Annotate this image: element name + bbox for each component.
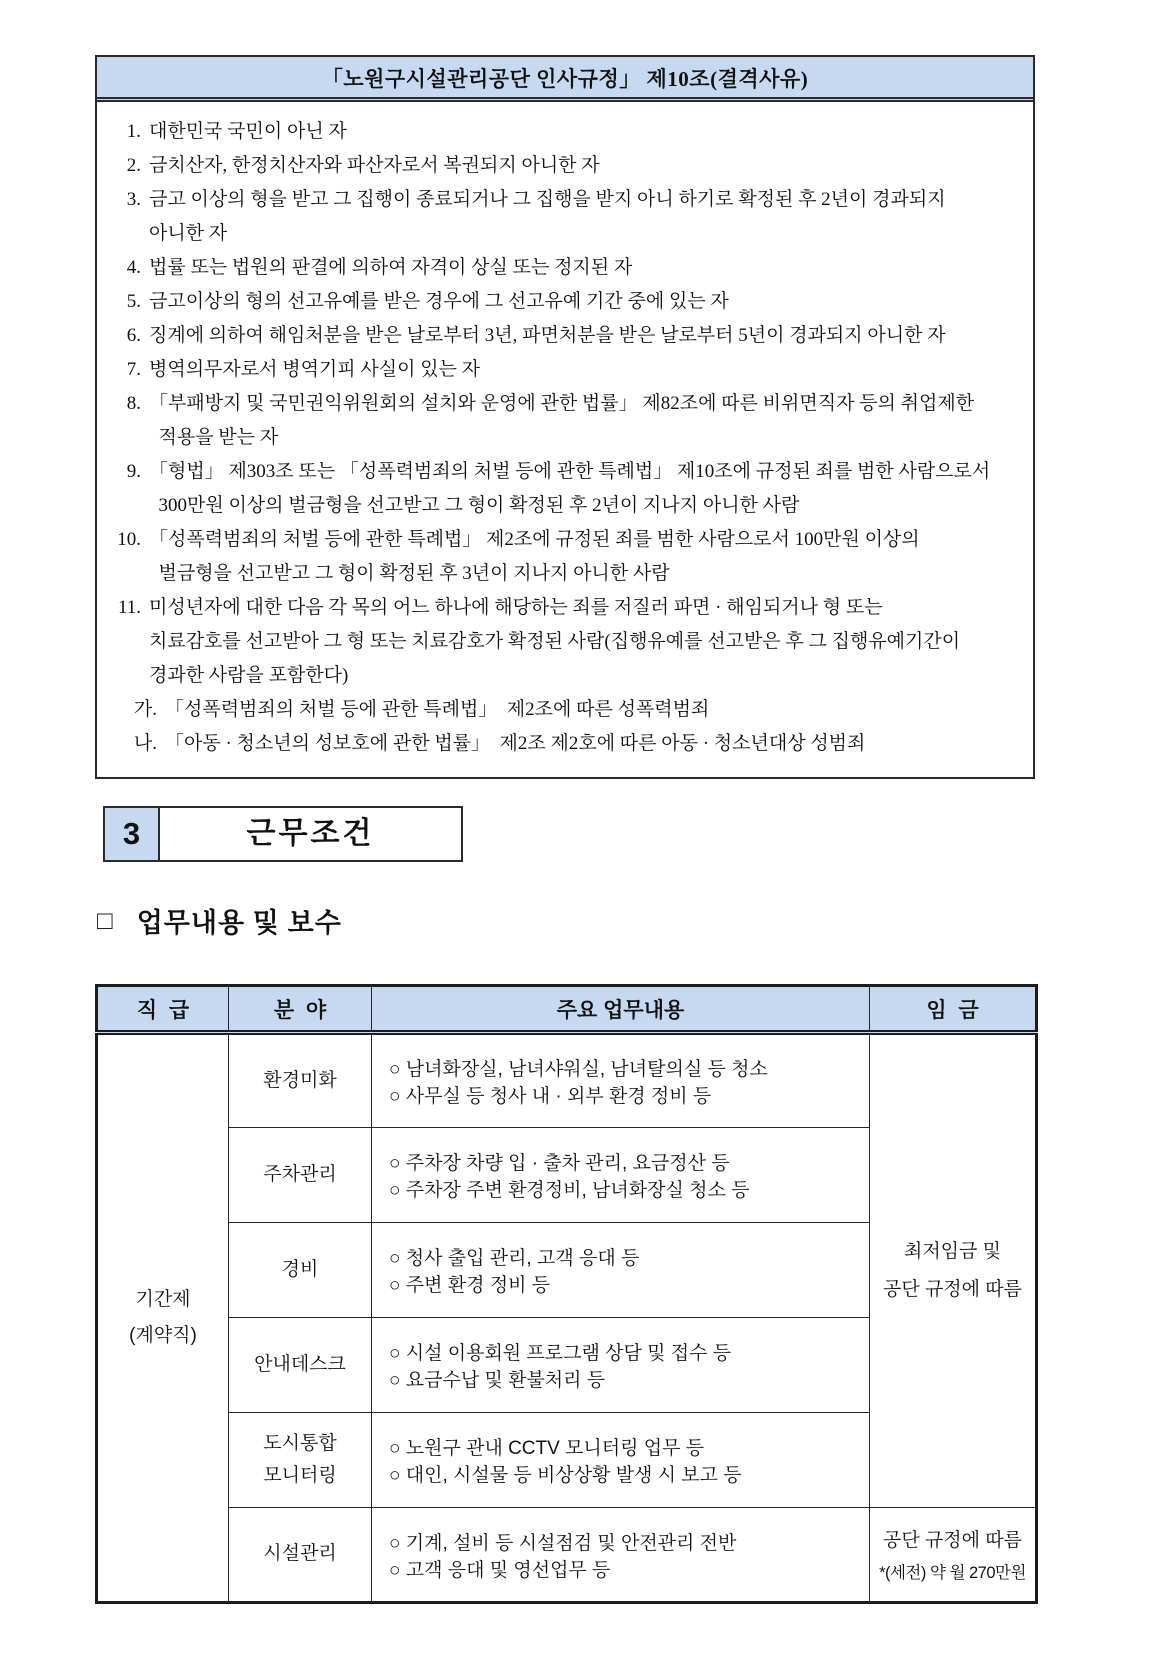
rule-item-first-line <box>105 455 1017 489</box>
rule-item-text: 경과한 사람을 포함한다) <box>149 665 349 686</box>
duties-list <box>372 1427 869 1493</box>
rule-item-first-line <box>105 523 1017 557</box>
rule-item-number: 2. <box>126 155 141 176</box>
duty-line: ○ 주차장 차량 입 · 출차 관리, 요금정산 등 <box>389 1153 730 1174</box>
disqualification-box-title: 「노원구시설관리공단 인사규정」 제10조(결격사유) <box>97 57 1033 102</box>
duties-list <box>372 1048 869 1114</box>
rule-item-first-line <box>105 183 1017 217</box>
duties-cell <box>372 1033 870 1128</box>
subsection-heading <box>97 901 342 940</box>
field-cell-line: 환경미화 <box>263 1069 337 1091</box>
col-header-wage: 임 금 <box>870 986 1037 1033</box>
field-cell-line: 시설관리 <box>263 1543 337 1565</box>
rule-item-number: 9. <box>126 461 141 482</box>
duty-line: ○ 남녀화장실, 남녀샤워실, 남녀탈의실 등 청소 <box>389 1059 768 1080</box>
rule-item-text: 벌금형을 선고받고 그 형이 확정된 후 3년이 지나지 아니한 사람 <box>149 563 670 584</box>
rule-item-number: 3. <box>126 189 141 210</box>
col-header-field: 분 야 <box>229 986 372 1033</box>
duties-cell <box>372 1413 870 1508</box>
rule-item-continuation-line <box>105 489 1017 523</box>
duties-list <box>372 1332 869 1398</box>
field-cell <box>229 1128 372 1223</box>
table-row <box>97 1033 1037 1128</box>
col-header-rank: 직 급 <box>97 986 229 1033</box>
square-bullet-icon: □ <box>97 905 113 935</box>
disqualification-box <box>95 55 1035 779</box>
rule-item-text: 「부패방지 및 국민권익위원회의 설치와 운영에 관한 법률」 제82조에 따른 비위면직자 등의 취업제한 <box>149 393 975 414</box>
rule-item-first-line <box>105 693 1017 727</box>
rule-item-number: 5. <box>126 291 141 312</box>
rule-item-text: 「형법」 제303조 또는 「성폭력범죄의 처벌 등에 관한 특례법」 제10조에 규정된 죄를 범한 사람으로서 <box>149 461 991 482</box>
col-header-duties: 주요 업무내용 <box>372 986 870 1033</box>
rule-item <box>105 319 1017 353</box>
rule-item <box>105 693 1017 727</box>
wage-cell-main-line: 최저임금 및 <box>903 1241 1002 1262</box>
rule-item <box>105 591 1017 693</box>
rule-item-continuation-line <box>105 625 1017 659</box>
rule-item-text: 치료감호를 선고받아 그 형 또는 치료감호가 확정된 사람(집행유예를 선고받은 후 그 집행유예기간이 <box>149 631 961 652</box>
rule-item-text: 「성폭력범죄의 처벌 등에 관한 특례법」 제2조에 규정된 죄를 범한 사람으로서 100만원 이상의 <box>149 529 920 550</box>
rule-item-first-line <box>105 353 1017 387</box>
rule-item-first-line <box>105 319 1017 353</box>
rule-item-first-line <box>105 387 1017 421</box>
rule-item-text: 「아동 · 청소년의 성보호에 관한 법률」 제2조 제2호에 따른 아동 · 청소년대상 성범죄 <box>165 733 866 754</box>
rule-item-text: 병역의무자로서 병역기피 사실이 있는 자 <box>149 359 481 380</box>
job-table-header-row <box>97 986 1037 1033</box>
rule-item-first-line <box>105 591 1017 625</box>
rank-cell <box>97 1033 229 1603</box>
rule-item-first-line <box>105 251 1017 285</box>
duty-line: ○ 주차장 주변 환경정비, 남녀화장실 청소 등 <box>389 1180 750 1201</box>
rule-item-number: 7. <box>126 359 141 380</box>
rule-item-text: 금고 이상의 형을 받고 그 집행이 종료되거나 그 집행을 받지 아니 하기로 확정된 후 2년이 경과되지 <box>149 189 946 210</box>
rule-item-continuation-line <box>105 217 1017 251</box>
rule-item-continuation-line <box>105 659 1017 693</box>
rule-item-text: 300만원 이상의 벌금형을 선고받고 그 형이 확정된 후 2년이 지나지 아니한 사람 <box>149 495 800 516</box>
rule-item-continuation-line <box>105 421 1017 455</box>
duty-line: ○ 대인, 시설물 등 비상상황 발생 시 보고 등 <box>389 1465 742 1486</box>
rule-item-text: 징계에 의하여 해임처분을 받은 날로부터 3년, 파면처분을 받은 날로부터 5년이 경과되지 아니한 자 <box>149 325 946 346</box>
rule-item-number: 10. <box>117 529 141 550</box>
duties-cell <box>372 1128 870 1223</box>
rule-item <box>105 353 1017 387</box>
field-cell <box>229 1413 372 1508</box>
rule-item <box>105 115 1017 149</box>
field-cell-line: 경비 <box>281 1258 319 1280</box>
wage-cell-last-line: 공단 규정에 따름 <box>882 1530 1023 1552</box>
duties-cell <box>372 1223 870 1318</box>
field-cell-line: 주차관리 <box>263 1163 337 1185</box>
rule-item-text: 금치산자, 한정치산자와 파산자로서 복권되지 아니한 자 <box>149 155 600 176</box>
subsection-title: 업무내용 및 보수 <box>136 908 342 938</box>
field-cell-line: 도시통합 <box>263 1432 337 1454</box>
duty-line: ○ 주변 환경 정비 등 <box>389 1275 551 1296</box>
rule-item-first-line <box>105 149 1017 183</box>
rank-cell-line: 기간제 <box>135 1288 191 1310</box>
wage-cell-main-line: 공단 규정에 따름 <box>882 1279 1023 1300</box>
section-title: 근무조건 <box>158 806 463 862</box>
rule-item-text: 금고이상의 형의 선고유예를 받은 경우에 그 선고유예 기간 중에 있는 자 <box>149 291 729 312</box>
rule-item-number: 8. <box>126 393 141 414</box>
duty-line: ○ 시설 이용회원 프로그램 상담 및 접수 등 <box>389 1343 732 1364</box>
rule-item-number: 6. <box>126 325 141 346</box>
field-cell <box>229 1223 372 1318</box>
field-cell <box>229 1318 372 1413</box>
rule-item <box>105 183 1017 251</box>
section-heading <box>103 806 463 862</box>
rule-item <box>105 387 1017 455</box>
rule-item-continuation-line <box>105 557 1017 591</box>
rule-item-text: 대한민국 국민이 아닌 자 <box>149 121 347 142</box>
rule-item-number: 4. <box>126 257 141 278</box>
rule-item-text: 적용을 받는 자 <box>149 427 279 448</box>
duty-line: ○ 청사 출입 관리, 고객 응대 등 <box>389 1248 640 1269</box>
rule-item <box>105 285 1017 319</box>
rank-cell-line: (계약직) <box>129 1325 197 1346</box>
duty-line: ○ 사무실 등 청사 내 · 외부 환경 정비 등 <box>389 1086 712 1107</box>
rule-item <box>105 251 1017 285</box>
wage-cell-last <box>870 1508 1037 1603</box>
rule-item <box>105 149 1017 183</box>
wage-cell-main <box>870 1033 1037 1508</box>
rule-item-text: 「성폭력범죄의 처벌 등에 관한 특례법」 제2조에 따른 성폭력범죄 <box>165 699 710 720</box>
duties-list <box>372 1522 869 1588</box>
rule-item-number: 가. <box>133 699 157 720</box>
job-table <box>95 984 1038 1604</box>
rule-item-text: 미성년자에 대한 다음 각 목의 어느 하나에 해당하는 죄를 저질러 파면 · 해임되거나 형 또는 <box>149 597 883 618</box>
field-cell-line: 안내데스크 <box>254 1353 346 1375</box>
duties-cell <box>372 1318 870 1413</box>
duties-cell <box>372 1508 870 1603</box>
duty-line: ○ 기계, 설비 등 시설점검 및 안전관리 전반 <box>389 1532 737 1554</box>
duty-line: ○ 고객 응대 및 영선업무 등 <box>389 1559 611 1581</box>
duty-line: ○ 노원구 관내 CCTV 모니터링 업무 등 <box>389 1438 705 1459</box>
section-number-badge: 3 <box>103 806 160 862</box>
rule-item-number: 11. <box>117 597 141 618</box>
duties-list <box>372 1142 869 1208</box>
field-cell <box>229 1508 372 1603</box>
field-cell-line: 모니터링 <box>263 1465 337 1486</box>
rule-item-first-line <box>105 115 1017 149</box>
duties-list <box>372 1237 869 1303</box>
rule-item-first-line <box>105 285 1017 319</box>
rule-item-text: 아니한 자 <box>149 223 228 244</box>
field-cell <box>229 1033 372 1128</box>
rule-item-first-line <box>105 727 1017 761</box>
table-row <box>97 1508 1037 1603</box>
rule-item <box>105 523 1017 591</box>
wage-cell-last-line: *(세전) 약 월 270만원 <box>879 1564 1026 1583</box>
disqualification-list <box>97 102 1033 777</box>
rule-item <box>105 727 1017 761</box>
rule-item-text: 법률 또는 법원의 판결에 의하여 자격이 상실 또는 정지된 자 <box>149 257 633 278</box>
rule-item-number: 1. <box>126 121 141 142</box>
rule-item <box>105 455 1017 523</box>
duty-line: ○ 요금수납 및 환불처리 등 <box>389 1370 606 1391</box>
rule-item-number: 나. <box>133 733 157 754</box>
